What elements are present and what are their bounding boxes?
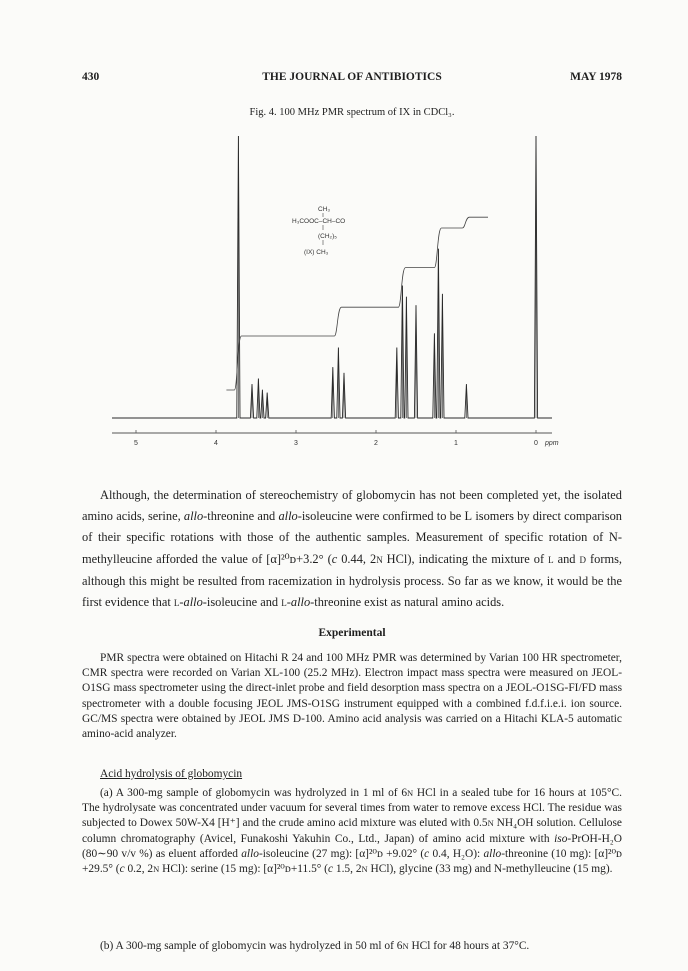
- structure-line-3: (CH₂)₅: [318, 233, 337, 240]
- experimental-paragraph-instruments: PMR spectra were obtained on Hitachi R 24 and 100 MHz PMR was determined by Varian 100 HR spectrometer, CMR spectra were recorded on Varian XL-100 (25.2 MHz). Electron impact mass spectra were measured on JEOL-O1SG mass spectrometer using the direct-inlet probe and field desorption mass spectra on a JEOL-O1SG-FI/FD mass spectrometer with a double focusing JEOL JMS-O1SG instrument equipped with a combined f.d.f.i.e.i. ion source. GC/MS spectra were obtained by JEOL JMS D-100. Amino acid analysis was carried on a Hitachi KLA-5 automatic amino-acid analyzer.: [82, 652, 622, 741]
- pmr-spectrum-chart: [82, 118, 622, 458]
- results-paragraph: Although, the determination of stereochemistry of globomycin has not been completed yet, the isolated amino acids, serine, allo-threonine and allo-isoleucine were confirmed to be L isomers by direct comparison of their specific rotations with those of the authentic samples. Measurement of specific rotation of N-methylleucine afforded the value of [α]²⁰ᴅ+3.2° (c 0.44, 2N HCl), indicating the mixture of L and D forms, although this might be resulted from racemization in hydrolysis process. So far as we know, it would be the first evidence that L-allo-isoleucine and L-allo-threonine exist as natural amino acids.: [82, 488, 623, 610]
- issue-date: MAY 1978: [570, 71, 622, 83]
- experimental-paragraph-hydrolysis-a: (a) A 300-mg sample of globomycin was hydrolyzed in 1 ml of 6N HCl in a sealed tube for 16 hours at 105°C. The hydrolysate was concentrated under vacuum for several times from water to remove excess HCl. The residue was subjected to Dowex 50W-X4 [H⁺] and the crude amino acid mixture was eluted with 0.5N NH₄OH solution. Cellulose column chromatography (Avicel, Funakoshi Yakuhin Co., Ltd., Japan) of amino acid mixture with iso-PrOH-H₂O (80∼90 v/v %) as eluent afforded allo-isoleucine (27 mg): [α]²⁰ᴅ +9.02° (c 0.4, H₂O): allo-threonine (10 mg): [α]²⁰ᴅ +29.5° (c 0.2, 2N HCl): serine (15 mg): [α]²⁰ᴅ+11.5° (c 1.5, 2N HCl), glycine (33 mg) and N-methylleucine (15 mg).: [82, 787, 623, 876]
- x-tick-label: 4: [214, 440, 218, 447]
- x-tick-label: 2: [374, 440, 378, 447]
- chemical-structure: [292, 206, 345, 256]
- section-heading-experimental: Experimental: [318, 627, 386, 639]
- integral-curve: [226, 217, 488, 390]
- subheading-acid-hydrolysis: Acid hydrolysis of globomycin: [100, 768, 243, 780]
- x-tick-label: 5: [134, 440, 138, 447]
- journal-title: THE JOURNAL OF ANTIBIOTICS: [262, 71, 442, 83]
- structure-line-4: (IX) CH₃: [304, 249, 329, 256]
- figure-caption: Fig. 4. 100 MHz PMR spectrum of IX in CDCl₃.: [249, 107, 455, 118]
- x-tick-label: 1: [454, 440, 458, 447]
- structure-line-1: CH₃: [318, 206, 331, 213]
- experimental-paragraph-hydrolysis-b: (b) A 300-mg sample of globomycin was hydrolyzed in 50 ml of 6N HCl for 48 hours at 37°C.: [100, 940, 530, 952]
- x-axis-unit: ppm: [545, 440, 559, 447]
- x-tick-label: 0: [534, 440, 538, 447]
- page-number: 430: [82, 71, 100, 83]
- peak-marks: [238, 136, 536, 418]
- x-tick-label: 3: [294, 440, 298, 447]
- running-header: [82, 71, 622, 85]
- spectrum-trace: [112, 136, 552, 418]
- structure-line-2: H₃COOC–CH–CO: [292, 218, 346, 225]
